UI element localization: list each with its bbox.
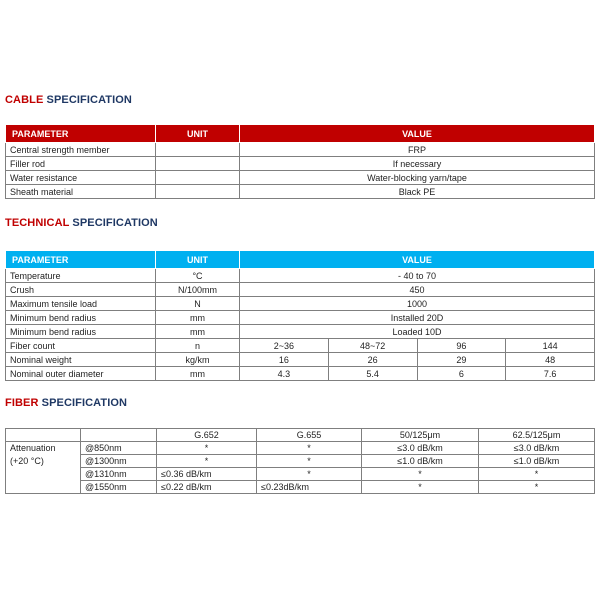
header-value: VALUE <box>240 125 595 143</box>
param-cell: Minimum bend radius <box>6 311 156 325</box>
table-row <box>6 171 595 185</box>
table-row <box>6 325 595 339</box>
param-cell: Fiber count <box>6 339 156 353</box>
param-cell: Nominal outer diameter <box>6 367 156 381</box>
header-g652: G.652 <box>157 429 257 442</box>
param-cell: Crush <box>6 283 156 297</box>
header-unit: UNIT <box>156 251 240 269</box>
header-parameter: PARAMETER <box>6 125 156 143</box>
fiber-title-rest: SPECIFICATION <box>41 397 128 409</box>
attenuation-label: Attenuation <box>6 442 81 455</box>
table-row <box>6 367 595 381</box>
unit-cell: mm <box>156 311 240 325</box>
value-cell: - 40 to 70 <box>240 269 595 283</box>
header-unit: UNIT <box>156 125 240 143</box>
cable-title-accent: CABLE <box>5 94 44 106</box>
header-parameter: PARAMETER <box>6 251 156 269</box>
value-cell: Loaded 10D <box>240 325 595 339</box>
param-cell: Nominal weight <box>6 353 156 367</box>
value-cell: * <box>257 455 362 468</box>
value-cell: ≤3.0 dB/km <box>362 442 479 455</box>
table-header-row <box>6 429 595 442</box>
unit-cell <box>156 157 240 171</box>
value-cell: * <box>157 455 257 468</box>
unit-cell: kg/km <box>156 353 240 367</box>
technical-spec-title <box>5 217 158 229</box>
value-cell: ≤0.36 dB/km <box>157 468 257 481</box>
value-cell: 48 <box>506 353 595 367</box>
table-row <box>6 442 595 455</box>
param-cell: Sheath material <box>6 185 156 199</box>
value-cell: 26 <box>328 353 417 367</box>
table-row <box>6 185 595 199</box>
cable-spec-title <box>5 94 132 106</box>
value-cell: ≤0.22 dB/km <box>157 481 257 494</box>
param-cell: Water resistance <box>6 171 156 185</box>
value-cell: 5.4 <box>328 367 417 381</box>
fiber-spec-table <box>5 428 595 494</box>
value-cell: * <box>257 442 362 455</box>
unit-cell <box>156 171 240 185</box>
value-cell: * <box>479 468 595 481</box>
table-row <box>6 269 595 283</box>
cable-spec-table <box>5 124 595 199</box>
header-value: VALUE <box>240 251 595 269</box>
header-g655: G.655 <box>257 429 362 442</box>
table-row <box>6 143 595 157</box>
value-cell: 16 <box>240 353 329 367</box>
table-row <box>6 157 595 171</box>
value-cell: 96 <box>417 339 506 353</box>
unit-cell <box>156 143 240 157</box>
wavelength-cell: @850nm <box>81 442 157 455</box>
value-cell: * <box>362 481 479 494</box>
value-cell: ≤1.0 dB/km <box>362 455 479 468</box>
unit-cell <box>156 185 240 199</box>
value-cell: FRP <box>240 143 595 157</box>
value-cell: Black PE <box>240 185 595 199</box>
value-cell: Water-blocking yarn/tape <box>240 171 595 185</box>
param-cell: Filler rod <box>6 157 156 171</box>
technical-title-rest: SPECIFICATION <box>72 217 158 229</box>
wavelength-cell: @1300nm <box>81 455 157 468</box>
value-cell: 144 <box>506 339 595 353</box>
table-header-row <box>6 251 595 269</box>
value-cell: ≤0.23dB/km <box>257 481 362 494</box>
fiber-spec-title <box>5 397 127 409</box>
value-cell: 1000 <box>240 297 595 311</box>
value-cell: Installed 20D <box>240 311 595 325</box>
table-row <box>6 455 595 468</box>
header-62-5-125: 62.5/125μm <box>479 429 595 442</box>
blank-cell <box>6 481 81 494</box>
value-cell: * <box>362 468 479 481</box>
value-cell: 6 <box>417 367 506 381</box>
value-cell: 4.3 <box>240 367 329 381</box>
value-cell: ≤3.0 dB/km <box>479 442 595 455</box>
table-row <box>6 311 595 325</box>
value-cell: 7.6 <box>506 367 595 381</box>
temperature-label: (+20 °C) <box>6 455 81 468</box>
technical-spec-table <box>5 250 595 381</box>
cable-title-rest: SPECIFICATION <box>46 94 132 106</box>
value-cell: * <box>157 442 257 455</box>
table-header-row <box>6 125 595 143</box>
header-blank <box>81 429 157 442</box>
param-cell: Minimum bend radius <box>6 325 156 339</box>
header-50-125: 50/125μm <box>362 429 479 442</box>
unit-cell: N <box>156 297 240 311</box>
param-cell: Maximum tensile load <box>6 297 156 311</box>
table-row <box>6 297 595 311</box>
table-row <box>6 339 595 353</box>
table-row <box>6 468 595 481</box>
table-row <box>6 353 595 367</box>
value-cell: ≤1.0 dB/km <box>479 455 595 468</box>
table-row <box>6 481 595 494</box>
value-cell: If necessary <box>240 157 595 171</box>
unit-cell: n <box>156 339 240 353</box>
unit-cell: mm <box>156 367 240 381</box>
wavelength-cell: @1310nm <box>81 468 157 481</box>
technical-title-accent: TECHNICAL <box>5 217 70 229</box>
param-cell: Temperature <box>6 269 156 283</box>
param-cell: Central strength member <box>6 143 156 157</box>
fiber-title-accent: FIBER <box>5 397 39 409</box>
value-cell: * <box>257 468 362 481</box>
value-cell: 29 <box>417 353 506 367</box>
table-row <box>6 283 595 297</box>
unit-cell: mm <box>156 325 240 339</box>
blank-cell <box>6 468 81 481</box>
unit-cell: N/100mm <box>156 283 240 297</box>
value-cell: * <box>479 481 595 494</box>
value-cell: 48~72 <box>328 339 417 353</box>
value-cell: 2~36 <box>240 339 329 353</box>
value-cell: 450 <box>240 283 595 297</box>
unit-cell: °C <box>156 269 240 283</box>
wavelength-cell: @1550nm <box>81 481 157 494</box>
header-blank <box>6 429 81 442</box>
